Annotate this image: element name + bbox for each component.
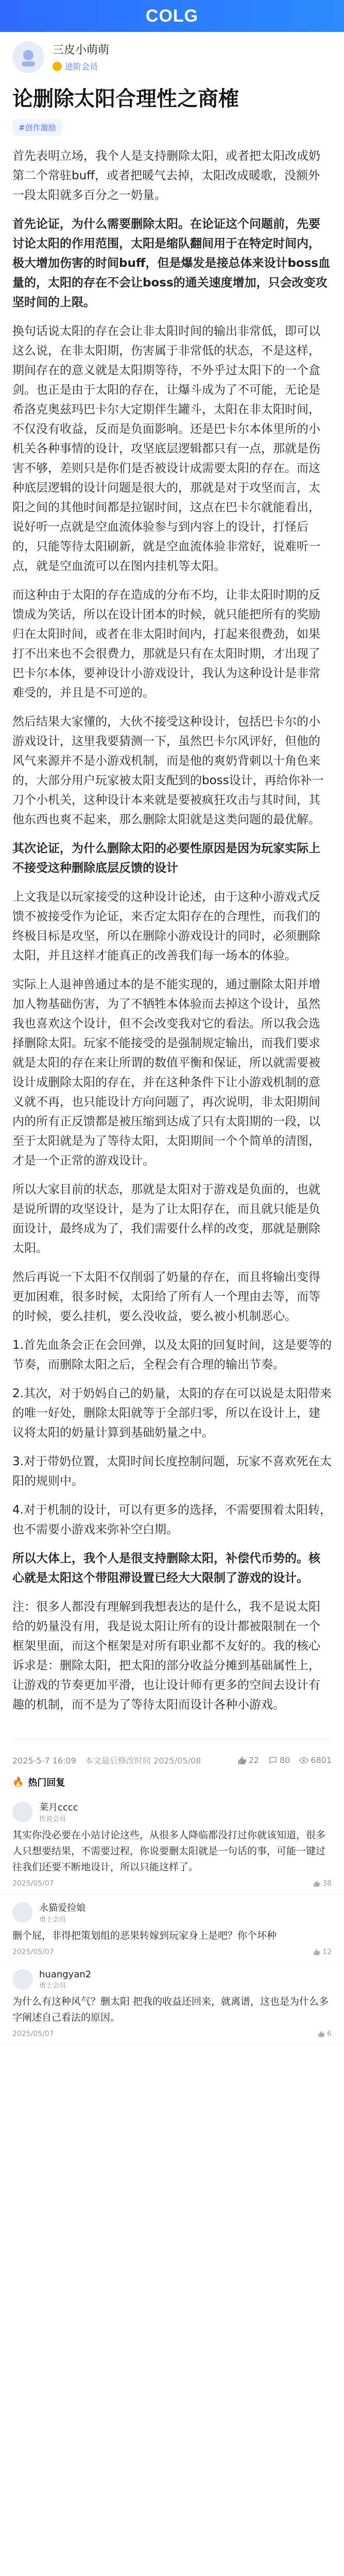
comment-user-level: 勇士会员 bbox=[39, 1916, 66, 1924]
comment-time: 2025/05/07 bbox=[12, 2030, 54, 2038]
paragraph: 3.对于带奶位置，太阳时间长度控制问题，玩家不喜欢死在太阳的规则中。 bbox=[12, 1455, 332, 1488]
comment-user-level: 勇士会员 bbox=[39, 1982, 66, 1990]
author-header bbox=[0, 32, 344, 78]
comment-user[interactable]: huangyan2 bbox=[39, 1969, 92, 1980]
comment-time: 2025/05/07 bbox=[12, 1948, 54, 1956]
post-edited: 本文最后修改时间 2025/05/08 bbox=[84, 1756, 201, 1766]
post-content bbox=[0, 142, 344, 1729]
author-name[interactable]: 三皮小萌萌 bbox=[53, 44, 110, 57]
comment-text: 其实你没必要在小站讨论这些，从很多人降临都没打过你就该知道，很多人只想要结果，不需要过程，你说要删太阳就是一句话的事，可能一键过往我们还要不断地设计，所以只能这样了。 bbox=[12, 1829, 326, 1873]
post-meta bbox=[0, 1750, 344, 1770]
comment-like-button[interactable] bbox=[313, 1948, 332, 1956]
paragraph: 首先论证，为什么需要删除太阳。在论证这个问题前，先要讨论太阳的作用范围，太阳是缩队翻间用于在特定时间内，极大增加伤害的时间buff，但是爆发是接总体来设计boss血量的，太阳的存在不会让boss的通关速度增加，只会改变攻坚时间的上限。 bbox=[12, 217, 331, 309]
comment-button[interactable] bbox=[268, 1755, 290, 1765]
comment-likes: 6 bbox=[327, 2030, 332, 2038]
comment-likes: 38 bbox=[322, 1879, 332, 1888]
hot-replies-header bbox=[0, 1770, 344, 1794]
post-title: 论删除太阳合理性之商榷 bbox=[12, 87, 239, 111]
brand-logo: COLG bbox=[145, 6, 199, 26]
paragraph: 注：很多人都没有理解到我想表达的是什么，我不是说太阳给的奶量没有用，我是说太阳让所有的设计都被限制在一个框架里面，而这个框架是对所有职业都不友好的。我的核心诉求是：删除太阳，把太阳的部分收益分摊到基础属性上，让游戏的节奏更加平滑，也让设计师有更多的空间去设计有趣的机制，而不是为了等待太阳而设计各种小游戏。 bbox=[12, 1600, 320, 1711]
thumb-up-icon bbox=[313, 1948, 320, 1956]
comment bbox=[0, 1894, 344, 1963]
comment-icon bbox=[268, 1756, 278, 1765]
user-avatar-icon bbox=[17, 46, 40, 69]
paragraph: 所以大体上，我个人是很支持删除太阳，补偿代币势的。核心就是太阳这个带阻滞设置已经大大限制了游戏的设计。 bbox=[12, 1552, 320, 1585]
author-level bbox=[53, 60, 98, 72]
avatar[interactable] bbox=[12, 1802, 33, 1822]
comment bbox=[0, 1963, 344, 2045]
comment-user[interactable]: 莱月cccc bbox=[39, 1802, 78, 1813]
paragraph: 所以大家目前的状态，那就是太阳对于游戏是负面的，也就是说所谓的攻坚设计，是为了让太阳存在，而且就只能是负面设计，最终成为了，我们需要什么样的改变，那就是删除太阳。 bbox=[12, 1183, 320, 1255]
paragraph: 其次论证，为什么删除太阳的必要性原因是因为玩家实际上不接受这种删除底层反馈的设计 bbox=[12, 842, 320, 875]
paragraph: 实际上人退神兽通过本的是不能实现的，通过删除太阳并增加人物基础伤害，为了不牺牲本体验而去掉这个设计，虽然我也喜欢这个设计，但不会改变我对它的看法。所以我会选择删除太阳。玩家不能接受的是强制规定输出，而我们要求就是太阳的存在来让所谓的数值平衡和保证，所以就需要被设计成删除太阳的存在，并在这种条件下让小游戏机制的意义就不再，也只能设计方向问题了，再次说明，非太阳期间内的所有正反馈都是被压缩到达成了只有太阳期的一段，以至于太阳就是为了等待太阳，太阳期间一个个简单的清图，才是一个正常的游戏设计。 bbox=[12, 978, 320, 1167]
paragraph: 上文我是以玩家接受的这种设计论述，由于这种小游戏式反馈不被接受作为论证，来否定太阳存在的合理性，而我们的终极目标是攻坚，所以在删除小游戏设计的同时，必须删除太阳，并且这样才能真正的改善我们每一场本的体验。 bbox=[12, 890, 320, 962]
comment-user[interactable]: 永猫爱捡娘 bbox=[39, 1903, 85, 1913]
avatar[interactable] bbox=[12, 41, 44, 73]
views-count: 6801 bbox=[311, 1755, 332, 1765]
vip-icon bbox=[53, 62, 62, 71]
comment-time: 2025/05/07 bbox=[12, 1879, 54, 1888]
comment-like-button[interactable] bbox=[318, 2030, 332, 2038]
paragraph: 然后再说一下太阳不仅削弱了奶量的存在，而且将输出变得更加困难，很多时候，太阳给了所有人一个理由去等，而等的时候，要么挂机，要么没收益，要么被小机制恶心。 bbox=[12, 1270, 320, 1323]
comment-likes: 12 bbox=[322, 1948, 332, 1956]
paragraph: 而这种由于太阳的存在造成的分布不均，让非太阳时期的反馈成为笑话，所以在设计团本的时候，就只能把所有的奖励归在太阳时间，或者在非太阳时间内，打起来很费劲，如果打不出来也不会很费力，那就是只有在太阳时期，才出现了巴卡尔本体，要神设计小游戏设计，我认为这种设计是非常难受的，并且是不可逆的。 bbox=[12, 588, 320, 700]
paragraph: 2.其次，对于奶妈自己的奶量，太阳的存在可以说是太阳带来的唯一好处，删除太阳就等于全部归零，所以在设计上，建议将太阳的奶量计算到基础奶量之中。 bbox=[12, 1387, 332, 1439]
comment-text: 删个屁，非得把策划组的恶果转嫁到玩家身上是吧？你个坏种 bbox=[12, 1930, 277, 1941]
author-level-label: 进阶会员 bbox=[65, 62, 98, 72]
views bbox=[299, 1755, 332, 1765]
paragraph: 然后结果大家懂的，大伙不接受这种设计，包括巴卡尔的小游戏设计，这里我要猜测一下，虽然巴卡尔风评好，但他的风气来源并不是小游戏机制，而是他的爽奶背刺以十角色来的，大部分用户玩家被太阳支配到的boss设计，再给你补一刀个小机关，这种设计本来就是要被疯狂攻击与其时间，其他东西也爽不起来，那么删除太阳就是这类问题的最优解。 bbox=[12, 715, 324, 826]
post-tag[interactable]: #创作激励 bbox=[12, 119, 62, 136]
like-button[interactable] bbox=[237, 1755, 259, 1765]
thumb-up-icon bbox=[313, 1880, 320, 1887]
thumb-up-icon bbox=[318, 2030, 325, 2038]
comment-text: 为什么有这种风气？删太阳 把我的收益还回来，就离谱，这也是为什么多字阐述自己看法的原因。 bbox=[12, 1996, 329, 2023]
fire-icon: 🔥 bbox=[12, 1776, 24, 1788]
comment bbox=[0, 1794, 344, 1894]
comment-like-button[interactable] bbox=[313, 1879, 332, 1888]
thumb-up-icon bbox=[237, 1756, 247, 1765]
post-time: 2025-5-7 16:09 bbox=[12, 1756, 76, 1766]
eye-icon bbox=[299, 1756, 308, 1765]
paragraph: 换句话说太阳的存在会让非太阳时间的输出非常低，即可以这么说，在非太阳期，伤害属于非常低的状态，不是这样，期间存在的意义就是太阳期等待，不外乎过太阳下的一个盒剑。也正是由于太阳的存在，让爆斗成为了不可能，无论是希洛克奥兹玛巴卡尔大定期伴生罐斗，太阳在非太阳时间，不仅没有收益，反而是负面影响。还是巴卡尔本体里所的小机关各种事情的设计，攻坚底层逻辑都只有一点，那就是伤害不够，差则只是你们是否被设计成需要太阳的存在。而这种底层逻辑的设计问题是很大的，那就是对于攻坚而言，太阳之间的其他时间都是拉锯时间，这点在巴卡尔就能看出，说好听一点就是空血流体验参与到内容上的设计，打怪后的，只能等待太阳刷新，就是空血流体验非常好，说难听一点，就是空血流可以在图内挂机等太阳。 bbox=[12, 325, 320, 573]
likes-count: 22 bbox=[248, 1755, 259, 1765]
divider bbox=[12, 1739, 332, 1740]
paragraph: 首先表明立场，我个人是支持删除太阳，或者把太阳改成奶第二个常驻buff，或者把暖气去掉，太阳改成暖歌，没额外一段太阳就多百分之一奶量。 bbox=[12, 149, 320, 202]
paragraph: 1.首先血条会正在会回弹，以及太阳的回复时间，这是要等的节奏，而删除太阳之后，全程会有合理的输出节奏。 bbox=[12, 1338, 332, 1371]
hot-title: 热门回复 bbox=[28, 1777, 65, 1788]
avatar[interactable] bbox=[12, 1902, 33, 1923]
avatar[interactable] bbox=[12, 1969, 33, 1990]
paragraph: 4.对于机制的设计，可以有更多的选择，不需要围着太阳转，也不需要小游戏来弥补空白期。 bbox=[12, 1503, 332, 1536]
comments-count: 80 bbox=[279, 1755, 290, 1765]
comment-user-level: 传说会员 bbox=[39, 1816, 66, 1823]
app-banner bbox=[0, 0, 344, 32]
